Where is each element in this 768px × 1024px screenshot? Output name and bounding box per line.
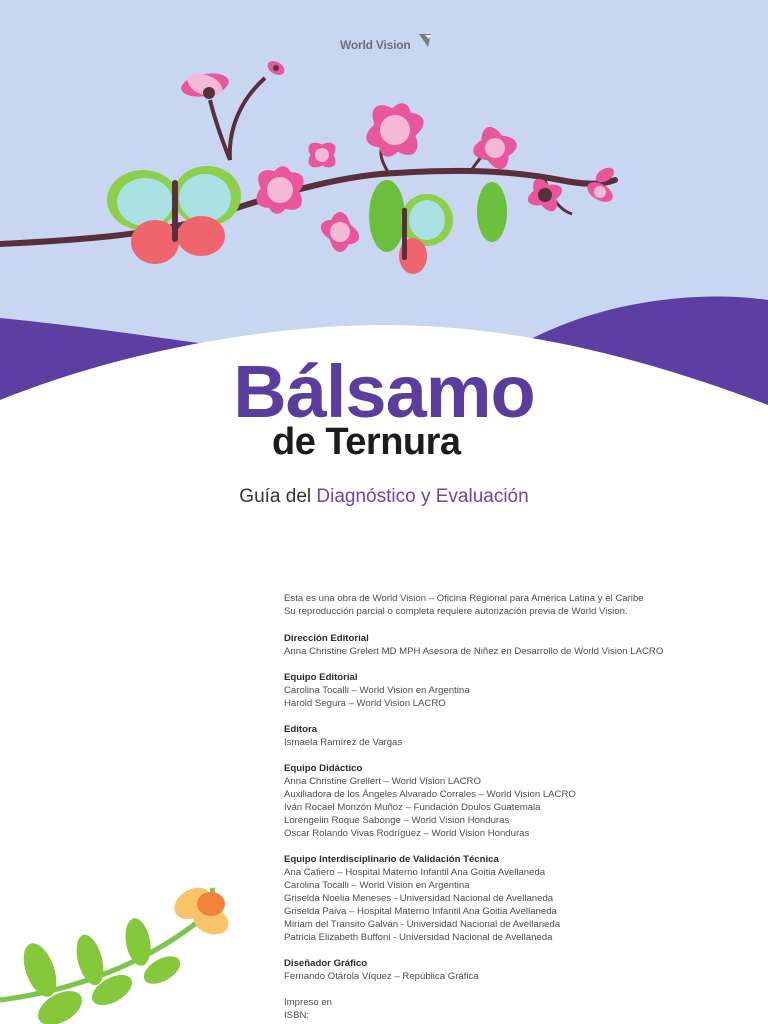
credit-line: Griselda Paiva – Hospital Materno Infantil Ana Goitia Avellaneda — [284, 906, 557, 917]
credit-line: Ana Cafiero – Hospital Materno Infantil Ana Goitia Avellaneda — [284, 867, 546, 878]
credit-line: Auxiliadora de los Ángeles Alvarado Corrales – World Vision LACRO — [284, 789, 576, 800]
guide-prefix: Guía del — [239, 486, 312, 507]
credit-section — [284, 853, 754, 944]
credit-line: Oscar Rolando Vivas Rodríguez – World Vision Honduras — [284, 828, 530, 839]
credit-section — [284, 762, 754, 840]
brand-logo-text: World Vision — [340, 38, 411, 52]
credit-section — [284, 723, 754, 749]
credit-section — [284, 671, 754, 710]
credit-line: Patricia Elizabeth Buffoni - Universidad Nacional de Avellaneda — [284, 932, 553, 943]
credit-line: Carolina Tocalli – World Vision en Argentina — [284, 685, 470, 696]
credit-line: Griselda Noelia Meneses - Universidad Nacional de Avellaneda — [284, 893, 554, 904]
intro-line: Su reproducción parcial o completa requiere autorización previa de World Vision. — [284, 606, 628, 617]
credit-line: Miriam del Transito Galván - Universidad Nacional de Avellaneda — [284, 919, 561, 930]
credit-line: Iván Rocael Monzón Muñoz – Fundación Doulos Guatemala — [284, 802, 541, 813]
credit-section — [284, 957, 754, 983]
credit-heading: Equipo Didáctico — [284, 763, 363, 774]
credit-line: Carolina Tocalli – World Vision en Argentina — [284, 880, 470, 891]
cover-subtitle: de Ternura — [272, 421, 461, 463]
credit-line: Anna Christine Grelert MD MPH Asesora de Niñez en Desarrollo de World Vision LACRO — [284, 646, 664, 657]
credit-heading: Dirección Editorial — [284, 633, 369, 644]
credit-line: Harold Segura – World Vision LACRO — [284, 698, 446, 709]
print-info — [284, 996, 754, 1022]
credit-line: Lorengelin Roque Sabonge – World Vision Honduras — [284, 815, 510, 826]
credits-intro — [284, 592, 754, 618]
credit-heading: Diseñador Gráfico — [284, 958, 368, 969]
credit-line: Ismaela Ramírez de Vargas — [284, 737, 403, 748]
credits-block — [284, 592, 754, 1022]
world-vision-logo-icon — [418, 32, 432, 48]
isbn: ISBN: — [284, 1010, 310, 1021]
cover-title: Bálsamo — [233, 350, 535, 433]
intro-line: Esta es una obra de World Vision – Oficina Regional para América Latina y el Caribe — [284, 593, 644, 604]
guide-line — [0, 484, 768, 510]
credit-heading: Equipo Interdisciplinario de Validación Técnica — [284, 854, 499, 865]
credit-heading: Editora — [284, 724, 318, 735]
print-location: Impreso en — [284, 997, 332, 1008]
leaf-icon — [477, 182, 507, 242]
credit-section — [284, 632, 754, 658]
guide-accent: Diagnóstico y Evaluación — [316, 486, 529, 507]
credit-heading: Equipo Editorial — [284, 672, 358, 683]
credit-line: Anna Christine Grellert – World Vision LACRO — [284, 776, 481, 787]
credit-line: Fernando Otárola Víquez – República Gráfica — [284, 971, 479, 982]
